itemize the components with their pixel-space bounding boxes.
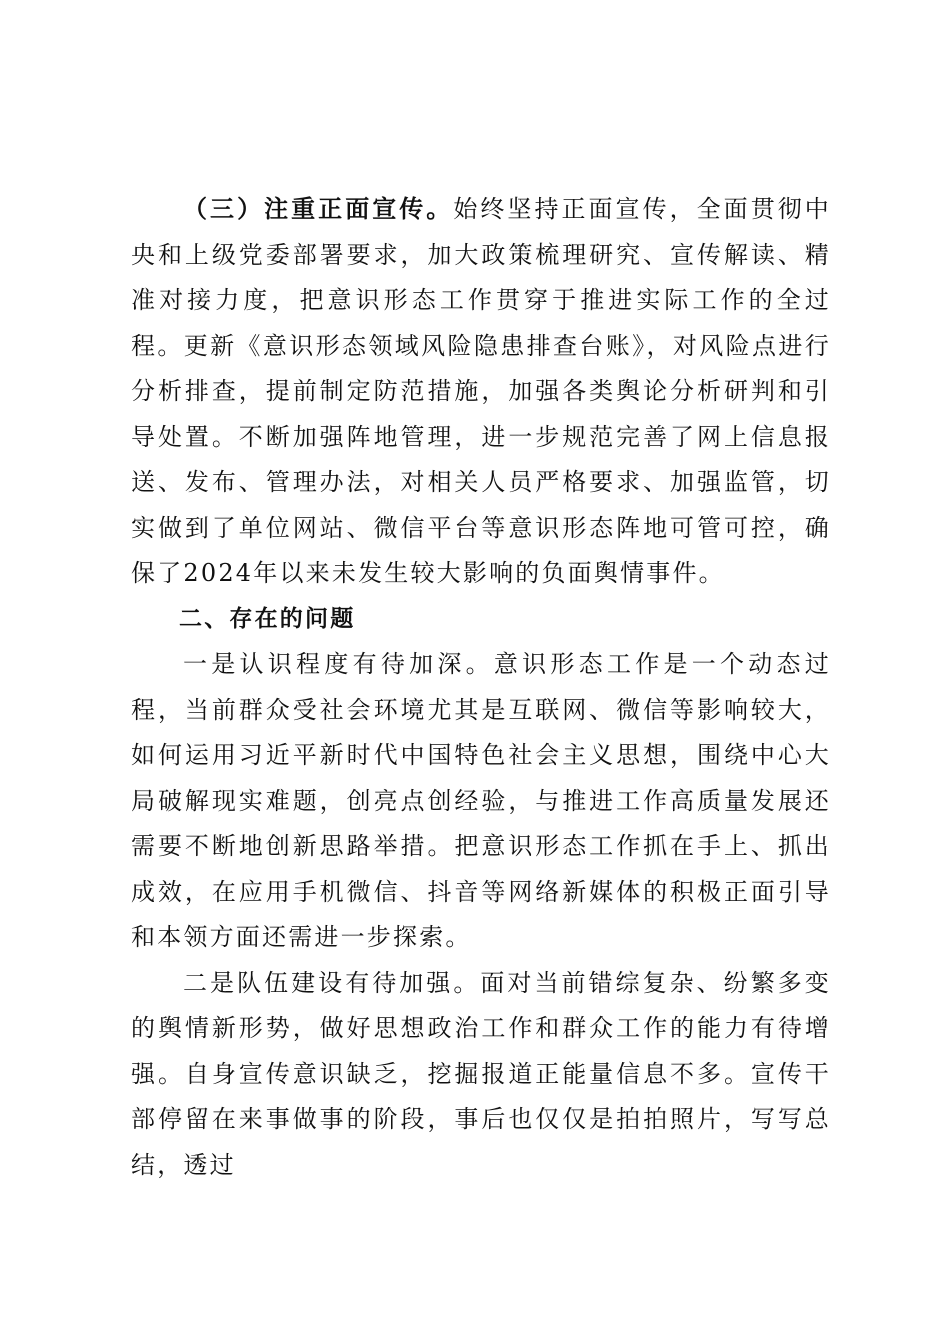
- paragraph-problem-awareness: 一是认识程度有待加深。意识形态工作是一个动态过程，当前群众受社会环境尤其是互联网、微信等影响较大，如何运用习近平新时代中国特色社会主义思想，围绕中心大局破解现实难题，创亮点创经验，与推进工作高质量发展还需要不断地创新思路举措。把意识形态工作抓在手上、抓出成效，在应用手机微信、抖音等网络新媒体的积极正面引导和本领方面还需进一步探索。: [131, 650, 831, 951]
- paragraph-lead-title: （三）注重正面宣传。: [183, 194, 454, 223]
- document-body: [131, 186, 831, 1188]
- section-heading-existing-problems: 二、存在的问题: [179, 605, 356, 632]
- paragraph-positive-publicity: [131, 186, 831, 597]
- paragraph-problem-team-building: 二是队伍建设有待加强。面对当前错综复杂、纷繁多变的舆情新形势，做好思想政治工作和群众工作的能力有待增强。自身宣传意识缺乏，挖掘报道正能量信息不多。宣传干部停留在来事做事的阶段，事后也仅仅是拍拍照片，写写总结，透过: [131, 968, 831, 1179]
- paragraph-body-text: 始终坚持正面宣传，全面贯彻中央和上级党委部署要求，加大政策梳理研究、宣传解读、精准对接力度，把意识形态工作贯穿于推进实际工作的全过程。更新《意识形态领域风险隐患排查台账》，对风险点进行分析排查，提前制定防范措施，加强各类舆论分析研判和引导处置。不断加强阵地管理，进一步规范完善了网上信息报送、发布、管理办法，对相关人员严格要求、加强监管，切实做到了单位网站、微信平台等意识形态阵地可管可控，确保了2024年以来未发生较大影响的负面舆情事件。: [131, 195, 831, 587]
